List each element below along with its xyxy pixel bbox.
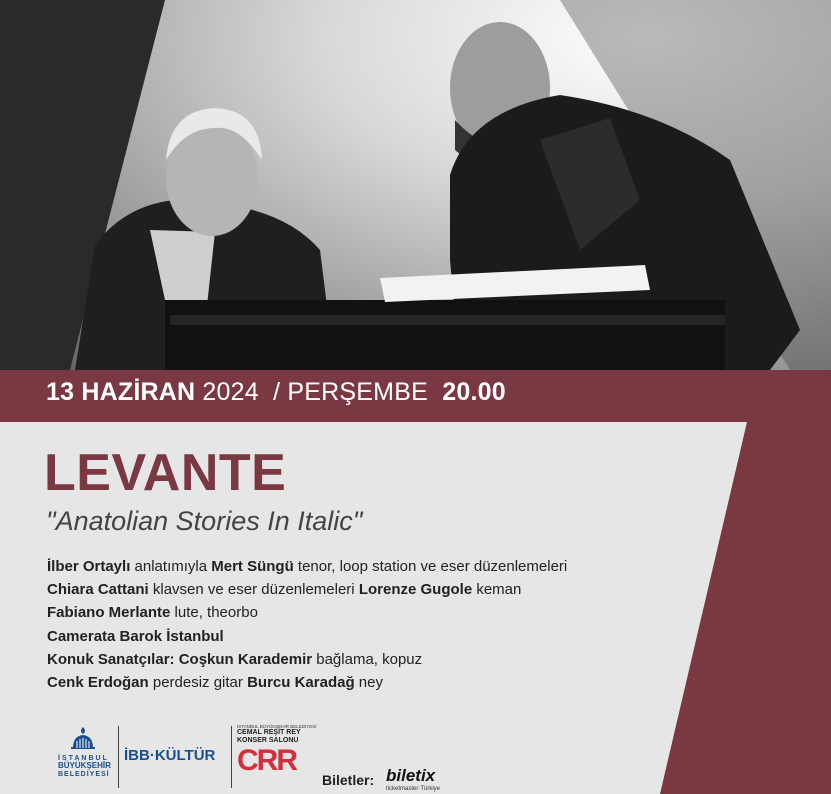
ibb-emblem-icon [70, 726, 96, 750]
credits-list [47, 555, 567, 694]
credit-line: Camerata Barok İstanbul [47, 627, 224, 645]
logo-divider [231, 726, 232, 788]
crr-line-2: KONSER SALONU [237, 736, 299, 744]
photo-illustration [0, 0, 831, 370]
biletix-logo: biletix [386, 766, 436, 785]
ibb-logo [58, 726, 111, 778]
crr-mark: CRR [237, 744, 296, 778]
crr-small-text: İSTANBUL BÜYÜKŞEHİR BELEDİYESİ [237, 724, 317, 729]
crr-line-1: CEMAL REŞİT REY [237, 729, 301, 736]
ibb-line-2: BÜYÜKŞEHİR [58, 761, 111, 771]
credit-line: Chiara Cattani klavsen ve eser düzenlemeleri Lorenze Gugole keman [47, 581, 522, 599]
ibb-line-1: İSTANBUL [58, 755, 109, 762]
credit-line: İlber Ortaylı anlatımıyla Mert Süngü tenor, loop station ve eser düzenlemeleri [47, 558, 568, 575]
credit-line: Cenk Erdoğan perdesiz gitar Burcu Karadağ ney [47, 674, 383, 692]
performers-photo [0, 0, 831, 370]
event-day: 13 HAZİRAN [46, 378, 196, 406]
tickets-label: Biletler: [322, 772, 375, 788]
event-title: LEVANTE [44, 444, 287, 502]
event-weekday: / PERŞEMBE [273, 378, 428, 406]
credit-line: Fabiano Merlante lute, theorbo [47, 604, 258, 622]
event-year: 2024 [202, 378, 259, 406]
event-subtitle: "Anatolian Stories In Italic" [46, 506, 363, 536]
ticketmaster-text: ticketmaster·Türkiye [386, 786, 441, 792]
logo-divider [118, 726, 119, 788]
credit-line: Konuk Sanatçılar: Coşkun Karademir bağlama, kopuz [47, 650, 423, 668]
ibb-line-3: BELEDİYESİ [58, 770, 110, 778]
event-date [46, 378, 506, 407]
event-time: 20.00 [442, 378, 506, 406]
sponsor-logos [0, 716, 831, 794]
crr-logo [237, 724, 317, 778]
ibb-kultur-logo: İBB·KÜLTÜR [124, 747, 216, 764]
